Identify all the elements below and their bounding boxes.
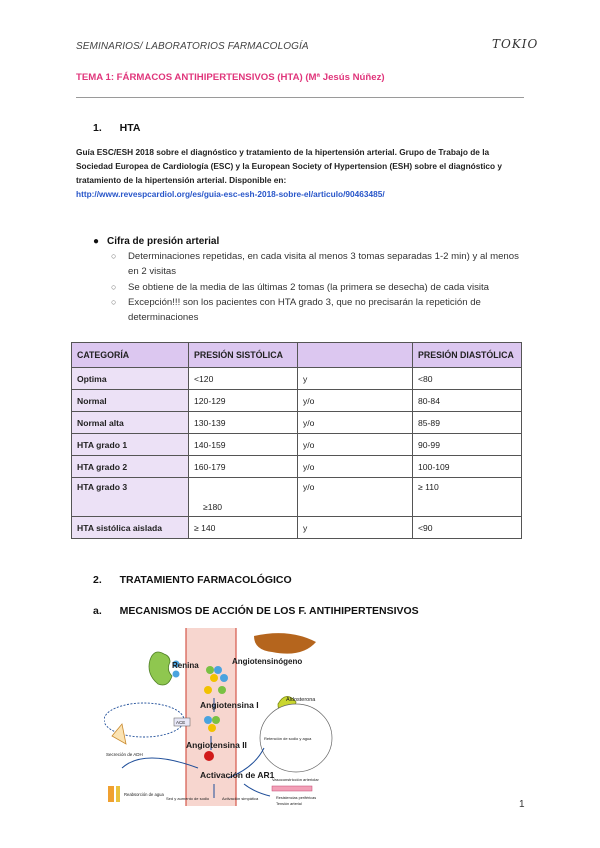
diastolic-cell: 90-99 [413,434,522,456]
section-1-heading [93,122,140,134]
renin-dot [173,671,180,678]
molecule-dot [220,674,228,682]
molecule-dot [210,674,218,682]
header-title: SEMINARIOS/ LABORATORIOS FARMACOLOGÍA [76,41,309,52]
systolic-cell: 160-179 [189,456,298,478]
raas-mechanism-diagram [104,628,342,806]
systolic-cell: <120 [189,368,298,390]
connector-cell: y [298,517,413,539]
raas-diagram-svg [104,628,342,806]
connector-cell: y [298,368,413,390]
diastolic-cell: 80-84 [413,390,522,412]
section-number: 1. [93,122,102,134]
kidney-icon [149,652,172,685]
vessel-bar [272,786,312,791]
bullet-dot-icon: ● [93,236,100,247]
guide-line: tratamiento de la hipertensión arterial. Disponible en: [76,175,287,185]
diastolic-cell: <90 [413,517,522,539]
kidney-tubule-icon [116,786,120,802]
list-item: ○ Excepción!!! son los pacientes con HTA grado 3, que no precisarán la repetición de determinaciones [111,297,481,323]
section-number: a. [93,605,102,617]
page-number: 1 [519,799,525,810]
column-header [298,343,413,368]
guide-link[interactable]: http://www.revespcardiol.org/es/guia-esc-esh-2018-sobre-el/articulo/90463485/ [76,189,385,199]
section-title: TRATAMIENTO FARMACOLÓGICO [119,574,292,586]
category-cell: HTA grado 2 [72,456,189,478]
systolic-cell: ≥ 140 [189,517,298,539]
column-header: CATEGORÍA [72,343,189,368]
category-cell: HTA sistólica aislada [72,517,189,539]
connector-cell: y/o [298,390,413,412]
ar1-label: Activación de AR1 [200,770,275,780]
simpatica-label: Activación simpática [222,796,259,801]
angiotensinogeno-label: Angiotensinógeno [232,657,303,666]
category-cell: Normal alta [72,412,189,434]
table-row [72,517,522,539]
table-row [72,434,522,456]
column-header: PRESIÓN SISTÓLICA [189,343,298,368]
tension-label: Tensión arterial [276,802,302,806]
molecule-dot [204,716,212,724]
table-row [72,390,522,412]
liver-icon [254,633,316,654]
bullet-title: Cifra de presión arterial [107,236,220,247]
resistencias-label: Resistencias periféricas [276,796,317,800]
angiotensina-ii-label: Angiotensina II [186,740,247,750]
diastolic-cell: ≥ 110 [413,478,522,517]
circle-bullet-icon: ○ [111,251,117,261]
connector-cell: y/o [298,456,413,478]
connector-cell: y/o [298,412,413,434]
category-cell: HTA grado 1 [72,434,189,456]
guide-line: Guía ESC/ESH 2018 sobre el diagnóstico y tratamiento de la hipertensión arterial. Grupo de Trabajo de la [76,147,490,157]
category-cell: Optima [72,368,189,390]
category-cell: Normal [72,390,189,412]
connector-cell: y/o [298,434,413,456]
column-header: PRESIÓN DIASTÓLICA [413,343,522,368]
renina-label: Renina [172,661,199,670]
vasoconstriccion-label: Vasoconstricción arteriolar [272,777,319,782]
table-row [72,478,522,517]
category-cell: HTA grado 3 [72,478,189,517]
diastolic-cell: 85-89 [413,412,522,434]
systolic-cell: 120-129 [189,390,298,412]
circle-bullet-icon: ○ [111,282,117,292]
blood-pressure-table [71,342,522,539]
sed-label: Sed y aumento de sodio [166,796,210,801]
list-item: ○ Se obtiene de la media de las últimas 2 tomas (la primera se desecha) de cada visita [111,282,490,293]
diastolic-cell: <80 [413,368,522,390]
adh-label: Secreción de ADH [106,752,143,757]
molecule-dot [212,716,220,724]
table-row [72,456,522,478]
table-row [72,368,522,390]
retencion-label: Retención de sodio y agua [264,736,312,741]
diastolic-cell: 100-109 [413,456,522,478]
circle-bullet-icon: ○ [111,297,117,307]
list-item: ○ Determinaciones repetidas, en cada visita al menos 3 tomas separadas 1-2 min) y al menos en 2 visitas [111,251,519,277]
topic-title: TEMA 1: FÁRMACOS ANTIHIPERTENSIVOS (HTA) (Mª Jesús Núñez) [76,72,385,83]
section-number: 2. [93,574,102,586]
systolic-cell: 140-159 [189,434,298,456]
title-divider [76,97,524,98]
flow-arrow [244,784,270,796]
molecule-dot [218,686,226,694]
molecule-dot [214,666,222,674]
section-2a-heading [93,605,419,617]
kidney-tubule-icon [108,786,114,802]
section-title: MECANISMOS DE ACCIÓN DE LOS F. ANTIHIPERTENSIVOS [119,605,419,617]
molecule-dot [206,666,214,674]
systolic-cell: ≥180 [189,478,298,517]
bullet-heading [93,236,219,247]
angiotensin-ii-dot [204,751,214,761]
table-header-row [72,343,522,368]
guide-reference [76,145,526,201]
section-title: HTA [119,122,141,134]
table-row [72,412,522,434]
header-signature: TOKIO [492,37,539,51]
angiotensina-i-label: Angiotensina I [200,700,259,710]
reabsorcion-label: Reabsorción de agua [124,792,164,797]
molecule-dot [204,686,212,694]
molecule-dot [208,724,216,732]
connector-cell: y/o [298,478,413,517]
ace-label: ACE [176,720,186,725]
systolic-cell: 130-139 [189,412,298,434]
guide-line: Sociedad Europea de Cardiología (ESC) y la European Society of Hypertension (ESH) sobre el diagnóstico y [76,161,502,171]
aldosterona-label: Aldosterona [286,697,316,703]
section-2-heading [93,574,292,586]
